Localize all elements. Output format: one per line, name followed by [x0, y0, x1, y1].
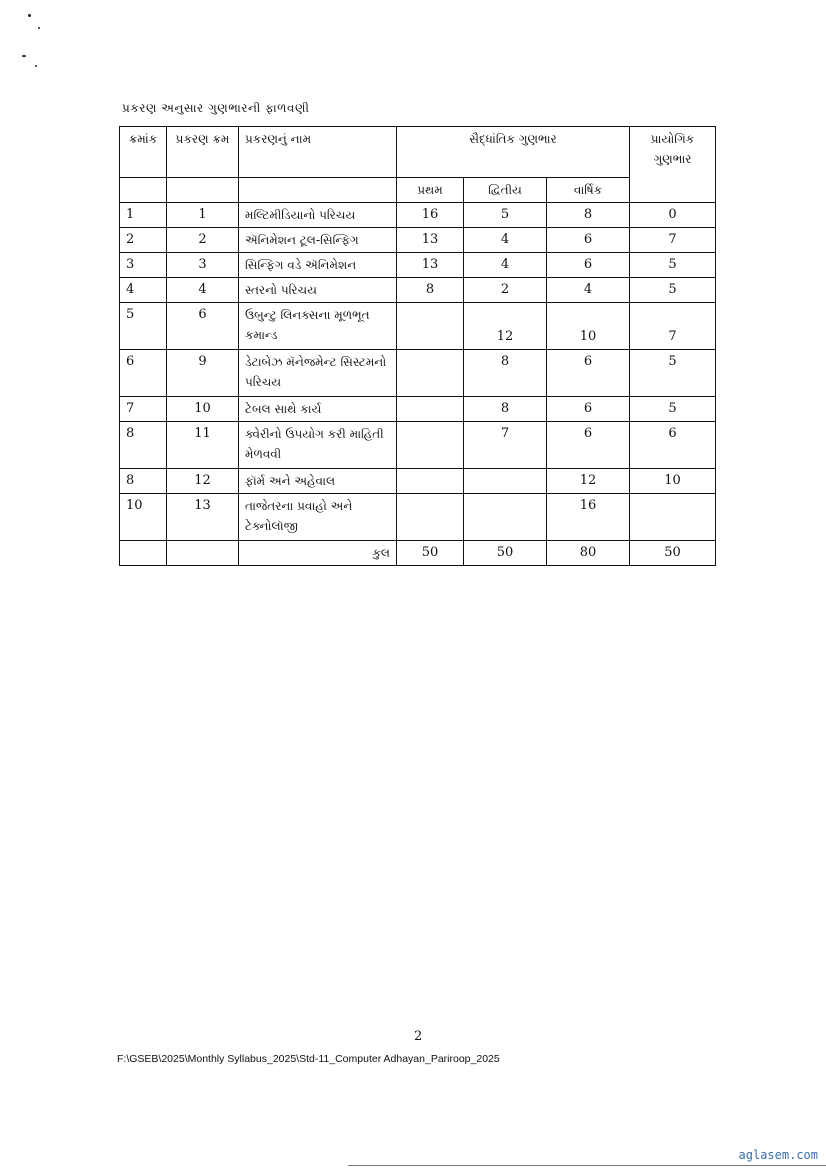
cell-second: 4 [464, 228, 547, 253]
cell-first [397, 469, 464, 494]
table-row [120, 350, 716, 397]
cell-sr: 10 [120, 494, 167, 541]
table-row [120, 278, 716, 303]
cell-name: ઉબુન્ટુ લિનક્સના મૂળભૂત કમાન્ડ [239, 303, 397, 350]
table-row [120, 469, 716, 494]
cell-practical: 5 [630, 350, 716, 397]
cell-practical: 7 [630, 303, 716, 350]
header-practical-marks: પ્રાયોગિક ગુણભાર [630, 127, 716, 203]
scan-speck [28, 14, 31, 17]
header-dwitiya: દ્વિતીય [464, 178, 547, 203]
total-row [120, 541, 716, 566]
header-blank [120, 178, 167, 203]
table-caption: પ્રકરણ અનુસાર ગુણભારની ફાળવણી [122, 101, 310, 115]
watermark: aglasem.com [738, 1148, 818, 1162]
cell-chapter: 2 [167, 228, 239, 253]
cell-practical [630, 494, 716, 541]
cell-name: ક્વેરીનો ઉપયોગ કરી માહિતી મેળવવી [239, 422, 397, 469]
marks-distribution-table [119, 126, 716, 566]
cell-name: મલ્ટિમીડિયાનો પરિચય [239, 203, 397, 228]
cell-chapter: 4 [167, 278, 239, 303]
cell-chapter: 1 [167, 203, 239, 228]
cell-first [397, 422, 464, 469]
cell-annual: 4 [547, 278, 630, 303]
header-blank [239, 178, 397, 203]
header-prakaran-kram: પ્રકરણ ક્રમ [167, 127, 239, 178]
total-second: 50 [464, 541, 547, 566]
cell-chapter: 3 [167, 253, 239, 278]
table-row [120, 494, 716, 541]
total-annual: 80 [547, 541, 630, 566]
cell-name: ઍનિમેશન ટૂલ-સિન્ફિગ [239, 228, 397, 253]
header-varshik: વાર્ષિક [547, 178, 630, 203]
table-row [120, 303, 716, 350]
total-first: 50 [397, 541, 464, 566]
cell-sr: 5 [120, 303, 167, 350]
cell-blank [167, 541, 239, 566]
header-kramank: ક્રમાંક [120, 127, 167, 178]
cell-sr: 4 [120, 278, 167, 303]
table-row [120, 228, 716, 253]
page-number: 2 [414, 1029, 423, 1044]
header-pratham: પ્રથમ [397, 178, 464, 203]
header-row-1 [120, 127, 716, 178]
cell-name: ફૉર્મ અને અહેવાલ [239, 469, 397, 494]
cell-second: 5 [464, 203, 547, 228]
cell-chapter: 11 [167, 422, 239, 469]
scan-speck [35, 65, 37, 67]
cell-second: 8 [464, 350, 547, 397]
cell-chapter: 13 [167, 494, 239, 541]
total-label: કુલ [239, 541, 397, 566]
cell-name: સિન્ફિગ વડે ઍનિમેશન [239, 253, 397, 278]
cell-first: 13 [397, 228, 464, 253]
cell-second: 8 [464, 397, 547, 422]
cell-annual: 6 [547, 253, 630, 278]
cell-first [397, 350, 464, 397]
scan-speck [22, 55, 26, 57]
cell-annual: 6 [547, 228, 630, 253]
cell-first: 8 [397, 278, 464, 303]
cell-second [464, 494, 547, 541]
cell-sr: 6 [120, 350, 167, 397]
header-row-2 [120, 178, 716, 203]
cell-name: ડેટાબેઝ મૅનેજમેન્ટ સિસ્ટમનો પરિચય [239, 350, 397, 397]
cell-second: 12 [464, 303, 547, 350]
cell-sr: 8 [120, 422, 167, 469]
cell-practical: 5 [630, 278, 716, 303]
cell-name: સ્તરનો પરિચય [239, 278, 397, 303]
cell-annual: 6 [547, 350, 630, 397]
footer-rule [348, 1165, 826, 1166]
cell-sr: 1 [120, 203, 167, 228]
cell-first [397, 494, 464, 541]
cell-first [397, 397, 464, 422]
header-blank [167, 178, 239, 203]
cell-practical: 0 [630, 203, 716, 228]
table-row [120, 253, 716, 278]
cell-annual: 16 [547, 494, 630, 541]
cell-chapter: 9 [167, 350, 239, 397]
cell-second: 2 [464, 278, 547, 303]
cell-blank [120, 541, 167, 566]
file-path: F:\GSEB\2025\Monthly Syllabus_2025\Std-11_Computer Adhayan_Pariroop_2025 [117, 1053, 500, 1065]
cell-chapter: 6 [167, 303, 239, 350]
cell-chapter: 12 [167, 469, 239, 494]
cell-annual: 10 [547, 303, 630, 350]
total-practical: 50 [630, 541, 716, 566]
table-row [120, 397, 716, 422]
cell-first: 13 [397, 253, 464, 278]
cell-practical: 5 [630, 253, 716, 278]
cell-first [397, 303, 464, 350]
cell-sr: 7 [120, 397, 167, 422]
cell-annual: 8 [547, 203, 630, 228]
cell-name: ટેબલ સાથે કાર્ય [239, 397, 397, 422]
cell-sr: 3 [120, 253, 167, 278]
table-row [120, 422, 716, 469]
cell-practical: 6 [630, 422, 716, 469]
cell-sr: 2 [120, 228, 167, 253]
cell-chapter: 10 [167, 397, 239, 422]
cell-second: 7 [464, 422, 547, 469]
cell-second: 4 [464, 253, 547, 278]
header-theory-marks: સૈદ્ધાંતિક ગુણભાર [397, 127, 630, 178]
cell-second [464, 469, 547, 494]
cell-first: 16 [397, 203, 464, 228]
cell-sr: 8 [120, 469, 167, 494]
cell-practical: 5 [630, 397, 716, 422]
cell-annual: 12 [547, 469, 630, 494]
cell-name: તાજેતરના પ્રવાહો અને ટેક્નોલૉજી [239, 494, 397, 541]
cell-annual: 6 [547, 422, 630, 469]
cell-annual: 6 [547, 397, 630, 422]
header-prakaran-name: પ્રકરણનું નામ [239, 127, 397, 178]
scan-speck [38, 27, 40, 29]
cell-practical: 10 [630, 469, 716, 494]
table-row [120, 203, 716, 228]
cell-practical: 7 [630, 228, 716, 253]
